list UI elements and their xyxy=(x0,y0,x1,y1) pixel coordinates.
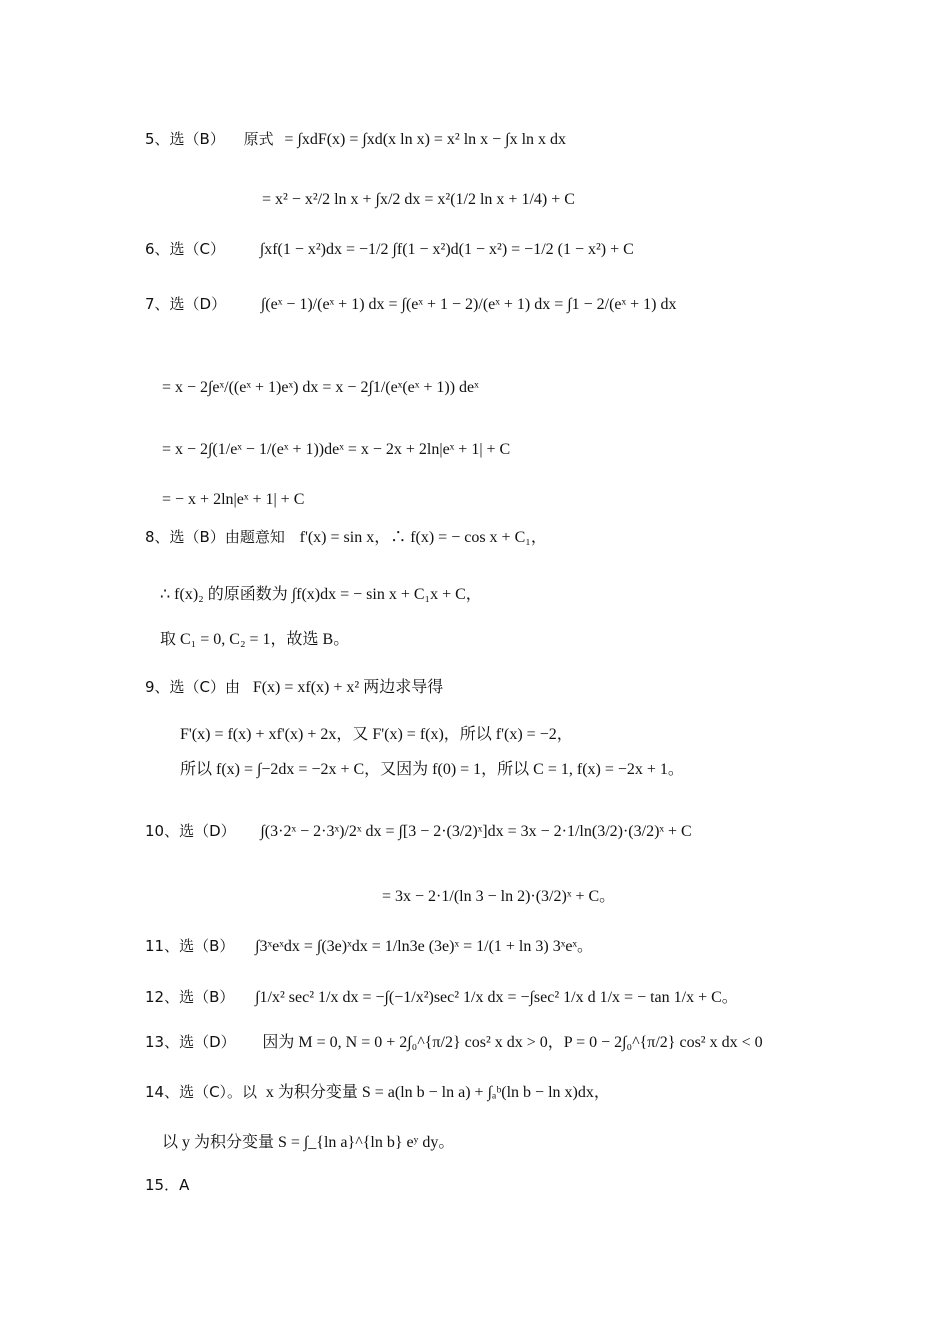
problem-6-line-1: ∫xf(1 − x²)dx = −1/2 ∫f(1 − x²)d(1 − x²) = −1/2 (1 − x²) + C xyxy=(259,241,634,258)
problem-14-line-1: x 为积分变量 S = a(ln b − ln a) + ∫ₐᵇ(ln b − ln x)dx， xyxy=(265,1084,610,1101)
problem-14 xyxy=(145,1083,610,1102)
problem-10-line-2: = 3x − 2·1/(ln 3 − ln 2)·(3/2)ˣ + C。 xyxy=(382,888,616,905)
problem-8-line-3: 取 C₁ = 0, C₂ = 1，故选 B。 xyxy=(160,631,350,648)
problem-5-line-2: = x² − x²/2 ln x + ∫x/2 dx = x²(1/2 ln x + 1/4) + C xyxy=(262,191,575,208)
problem-13-line-1: 因为 M = 0, N = 0 + 2∫₀^{π/2} cos² x dx > 0，P = 0 − 2∫₀^{π/2} cos² x dx < 0 xyxy=(262,1034,763,1051)
problem-11-label: 11、选（B） xyxy=(145,937,235,955)
problem-11-line-1: ∫3ˣeˣdx = ∫(3e)ˣdx = 1/ln3e (3e)ˣ = 1/(1 + ln 3) 3ˣeˣ。 xyxy=(255,938,594,955)
problem-9-line-2: F'(x) = f(x) + xf'(x) + 2x，又 F'(x) = f(x)，所以 f'(x) = −2， xyxy=(180,726,573,743)
problem-10-label: 10、选（D） xyxy=(145,822,236,840)
problem-11 xyxy=(145,937,593,956)
problem-14-label: 14、选（C）。以 xyxy=(145,1083,258,1101)
problem-7 xyxy=(145,295,677,314)
problem-6 xyxy=(145,240,634,259)
problem-7-line-3: = x − 2∫(1/eˣ − 1/(eˣ + 1))deˣ = x − 2x + 2ln|eˣ + 1| + C xyxy=(162,441,511,458)
problem-8-line-1: f'(x) = sin x，∴ f(x) = − cos x + C₁， xyxy=(299,529,547,546)
problem-7-line-1: ∫(eˣ − 1)/(eˣ + 1) dx = ∫(eˣ + 1 − 2)/(eˣ + 1) dx = ∫1 − 2/(eˣ + 1) dx xyxy=(260,296,677,313)
problem-9 xyxy=(145,678,443,697)
problem-9-line-3: 所以 f(x) = ∫−2dx = −2x + C，又因为 f(0) = 1，所以 C = 1, f(x) = −2x + 1。 xyxy=(180,761,684,778)
problem-12-label: 12、选（B） xyxy=(145,988,235,1006)
problem-6-label: 6、选（C） xyxy=(145,240,226,258)
problem-10-line-1: ∫(3·2ˣ − 2·3ˣ)/2ˣ dx = ∫[3 − 2·(3/2)ˣ]dx = 3x − 2·1/ln(3/2)·(3/2)ˣ + C xyxy=(260,823,692,840)
problem-8-label: 8、选（B）由题意知 xyxy=(145,528,285,546)
problem-9-label: 9、选（C）由 xyxy=(145,678,241,696)
problem-12 xyxy=(145,988,738,1007)
problem-7-line-2: = x − 2∫eˣ/((eˣ + 1)eˣ) dx = x − 2∫1/(eˣ(eˣ + 1)) deˣ xyxy=(162,379,479,396)
problem-10 xyxy=(145,822,692,841)
problem-5-line-1: = ∫xdF(x) = ∫xd(x ln x) = x² ln x − ∫x ln x dx xyxy=(284,131,567,148)
problem-14-line-2: 以 y 为积分变量 S = ∫_{ln a}^{ln b} eʸ dy。 xyxy=(162,1134,455,1151)
problem-9-line-1: F(x) = xf(x) + x² 两边求导得 xyxy=(252,679,444,696)
problem-5 xyxy=(145,130,566,149)
problem-13 xyxy=(145,1033,763,1052)
problem-7-label: 7、选（D） xyxy=(145,295,227,313)
problem-5-intro: 原式 xyxy=(243,130,274,148)
problem-15-label: 15．A xyxy=(145,1176,190,1194)
problem-8 xyxy=(145,528,547,547)
problem-5-label: 5、选（B） xyxy=(145,130,225,148)
problem-7-line-4: = − x + 2ln|eˣ + 1| + C xyxy=(162,491,305,508)
problem-8-line-2: ∴ f(x)₂ 的原函数为 ∫f(x)dx = − sin x + C₁x + C， xyxy=(160,586,482,603)
problem-13-label: 13、选（D） xyxy=(145,1033,236,1051)
problem-12-line-1: ∫1/x² sec² 1/x dx = −∫(−1/x²)sec² 1/x dx = −∫sec² 1/x d 1/x = − tan 1/x + C。 xyxy=(255,989,738,1006)
